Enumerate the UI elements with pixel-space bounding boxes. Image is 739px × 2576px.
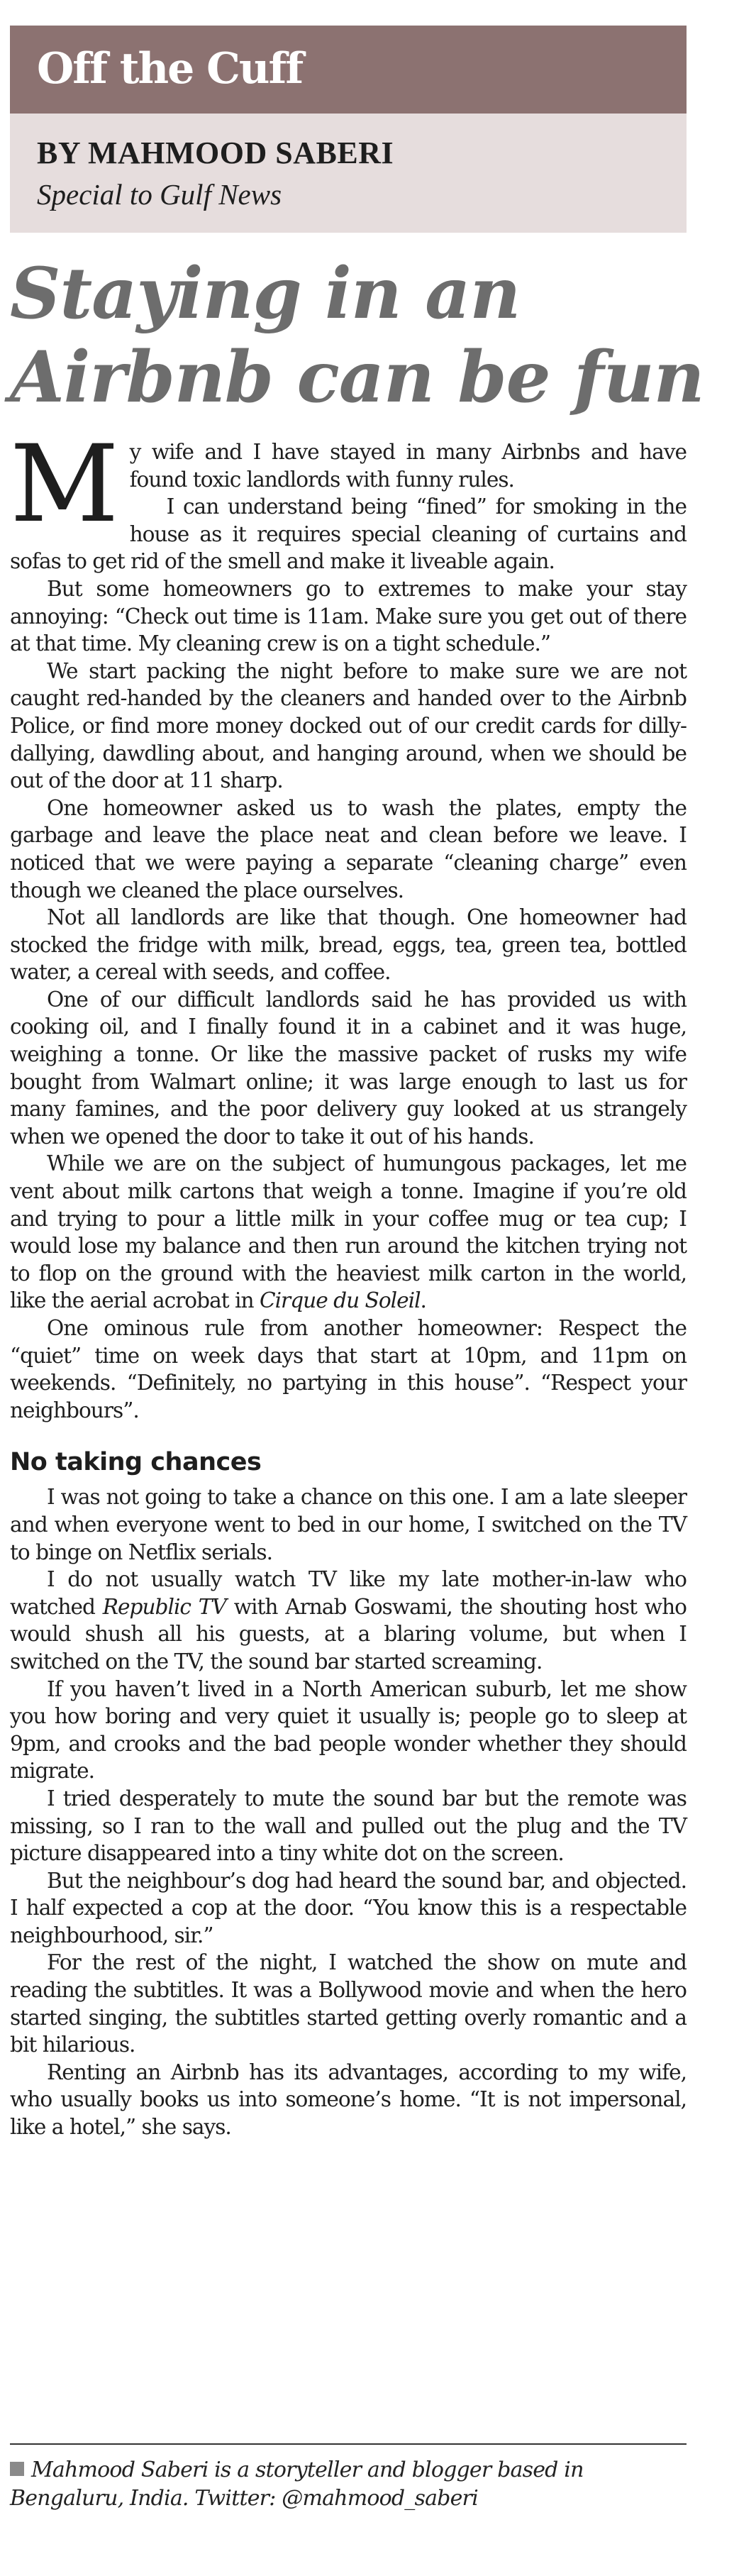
column-name: Off the Cuff [37, 44, 303, 94]
drop-cap: M [10, 423, 118, 546]
author-note [10, 2456, 687, 2513]
footer-divider [10, 2443, 687, 2445]
subheading: No taking chances [10, 1448, 262, 1477]
byline-author: BY MAHMOOD SABERI [37, 136, 394, 170]
paragraph-10: I was not going to take a chance on this one. I am a late sleeper and when everyone went to bed in our home, I switched on the TV to binge on Netflix serials. [10, 1485, 687, 1564]
paragraph-5: One homeowner asked us to wash the plates, empty the garbage and leave the place neat and clean before we leave. I noticed that we were paying a separate “cleaning charge” even though we cleaned the place ourselves. [10, 795, 687, 902]
paragraph-2: I can understand being “fined” for smoking in the house as it requires special cleaning of curtains and sofas to get rid of the smell and make it liveable again. [10, 494, 687, 574]
emphasis-republic-tv: Republic TV [102, 1594, 226, 1619]
paragraph-1: My wife and I have stayed in many Airbnbs and have found toxic landlords with funny rules. [10, 423, 687, 546]
paragraph-12: If you haven’t lived in a North American suburb, let me show you how boring and very quiet it usually is; people go to sleep at 9pm, and crooks and the bad people wonder whether they should migrate. [10, 1676, 687, 1784]
headline: Staying in an Airbnb can be fun [10, 253, 704, 419]
paragraph-6: Not all landlords are like that though. One homeowner had stocked the fridge with milk, bread, eggs, tea, green tea, bottled water, a cereal with seeds, and coffee. [10, 905, 687, 985]
paragraph-4: We start packing the night before to make sure we are not caught red-handed by the cleaners and handed over to the Airbnb Police, or find more money docked out of our credit cards for dilly-dallying, dawdling about, and hanging around, when we should be out of the door at 11 sharp. [10, 658, 687, 793]
paragraph-9: One ominous rule from another homeowner: Respect the “quiet” time on week days that start at 10pm, and 11pm on weekends. “Definitely, no partying in this house”. “Respect your neighbours”. [10, 1316, 687, 1422]
paragraph-8: While we are on the subject of humungous packages, let me vent about milk cartons that weigh a tonne. Imagine if you’re old and trying to pour a little milk in your coffee mug or tea cup; I would lose my balance and then run around the kitchen trying not to flop on the ground with the heaviest milk carton in the world, like the aerial acrobat in Cirque du Soleil. [10, 1151, 687, 1313]
byline-role: Special to Gulf News [37, 178, 282, 211]
byline-box [10, 114, 687, 233]
author-note-text: Mahmood Saberi is a storyteller and blogger based in Bengaluru, India. Twitter: @mahmood_saberi [10, 2458, 584, 2511]
square-bullet-icon [10, 2462, 24, 2476]
paragraph-7: One of our difficult landlords said he has provided us with cooking oil, and I finally found it in a cabinet and it was huge, weighing a tonne. Or like the massive packet of rusks my wife bought from Walmart online; it was large enough to last us for many famines, and the poor delivery guy looked at us strangely when we opened the door to take it out of his hands. [10, 987, 687, 1149]
paragraph-11: I do not usually watch TV like my late mother-in-law who watched Republic TV with Arnab Goswami, the shouting host who would shush all his guests, at a blaring volume, but when I switched on the TV, the sound bar started screaming. [10, 1567, 687, 1674]
paragraph-14: But the neighbour’s dog had heard the sound bar, and objected. I half expected a cop at the door. “You know this is a respectable neighbourhood, sir.” [10, 1868, 687, 1947]
paragraph-15: For the rest of the night, I watched the show on mute and reading the subtitles. It was a Bollywood movie and when the hero started singing, the subtitles started getting overly romantic and a bit hilarious. [10, 1950, 687, 2057]
column-banner [10, 26, 687, 114]
paragraph-16: Renting an Airbnb has its advantages, according to my wife, who usually books us into someone’s home. “It is not impersonal, like a hotel,” she says. [10, 2060, 687, 2140]
article-body [10, 423, 687, 2141]
emphasis-cirque: Cirque du Soleil [259, 1288, 421, 1313]
paragraph-3: But some homeowners go to extremes to make your stay annoying: “Check out time is 11am. Make sure you get out of there at that time. My cleaning crew is on a tight schedule.” [10, 576, 687, 656]
paragraph-13: I tried desperately to mute the sound bar but the remote was missing, so I ran to the wall and pulled out the plug and the TV picture disappeared into a tiny white dot on the screen. [10, 1786, 687, 1866]
